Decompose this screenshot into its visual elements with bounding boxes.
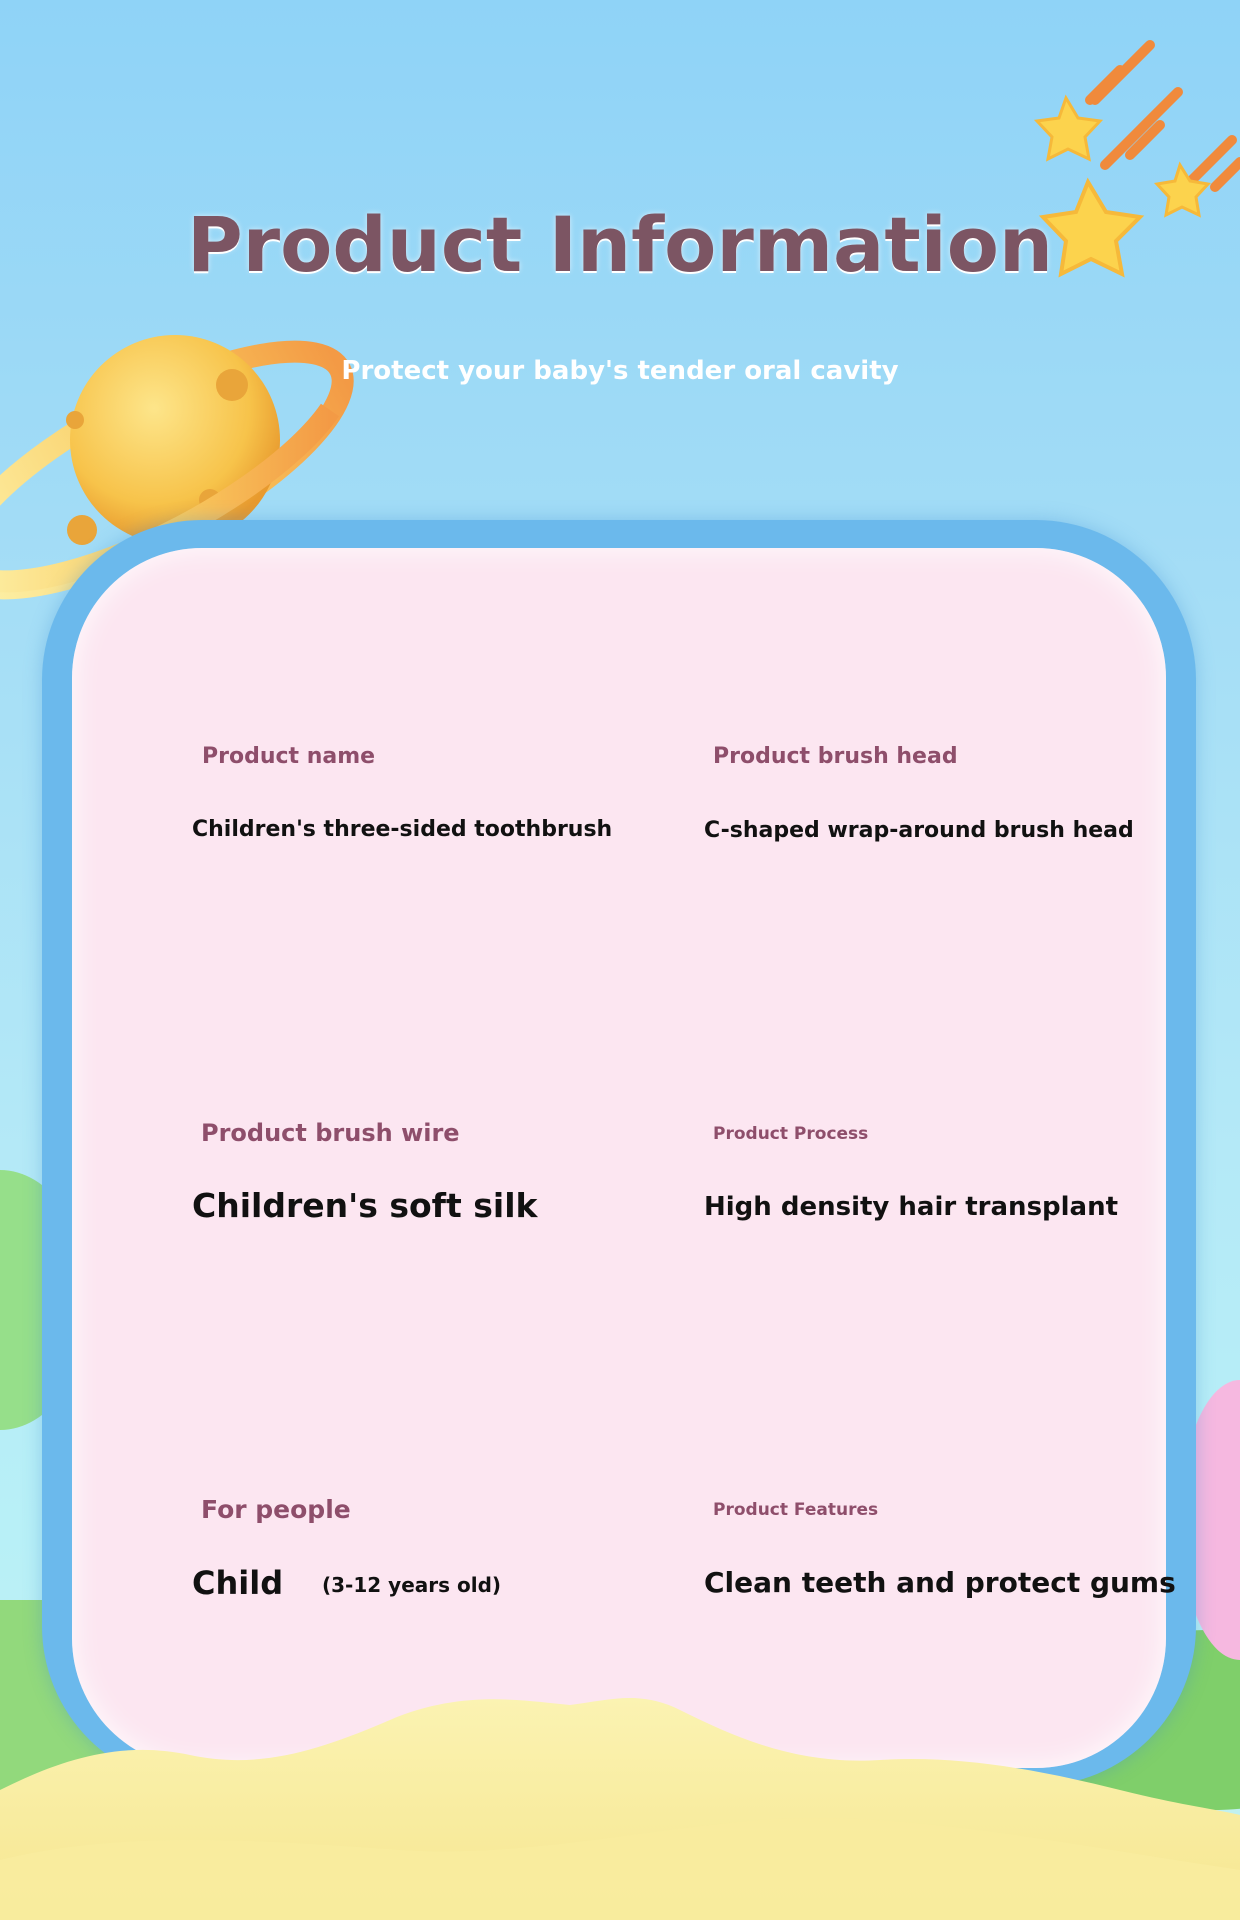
product-name-label: Product name (202, 744, 376, 769)
brush-head-label: Product brush head (713, 744, 958, 769)
page-title: Product Information (186, 200, 1054, 289)
process-label: Product Process (713, 1124, 869, 1144)
brush-wire-label: Product brush wire (201, 1119, 460, 1147)
page-subtitle: Protect your baby's tender oral cavity (341, 356, 899, 386)
process-value: High density hair transplant (704, 1192, 1119, 1222)
for-people-age-note: (3-12 years old) (322, 1573, 502, 1597)
brush-wire-value: Children's soft silk (192, 1186, 538, 1225)
for-people-label: For people (201, 1495, 351, 1524)
product-name-value: Children's three-sided toothbrush (192, 817, 613, 842)
brush-head-value: C-shaped wrap-around brush head (704, 818, 1134, 843)
for-people-value: Child (192, 1564, 284, 1602)
features-label: Product Features (713, 1500, 879, 1520)
features-value: Clean teeth and protect gums (704, 1566, 1176, 1599)
